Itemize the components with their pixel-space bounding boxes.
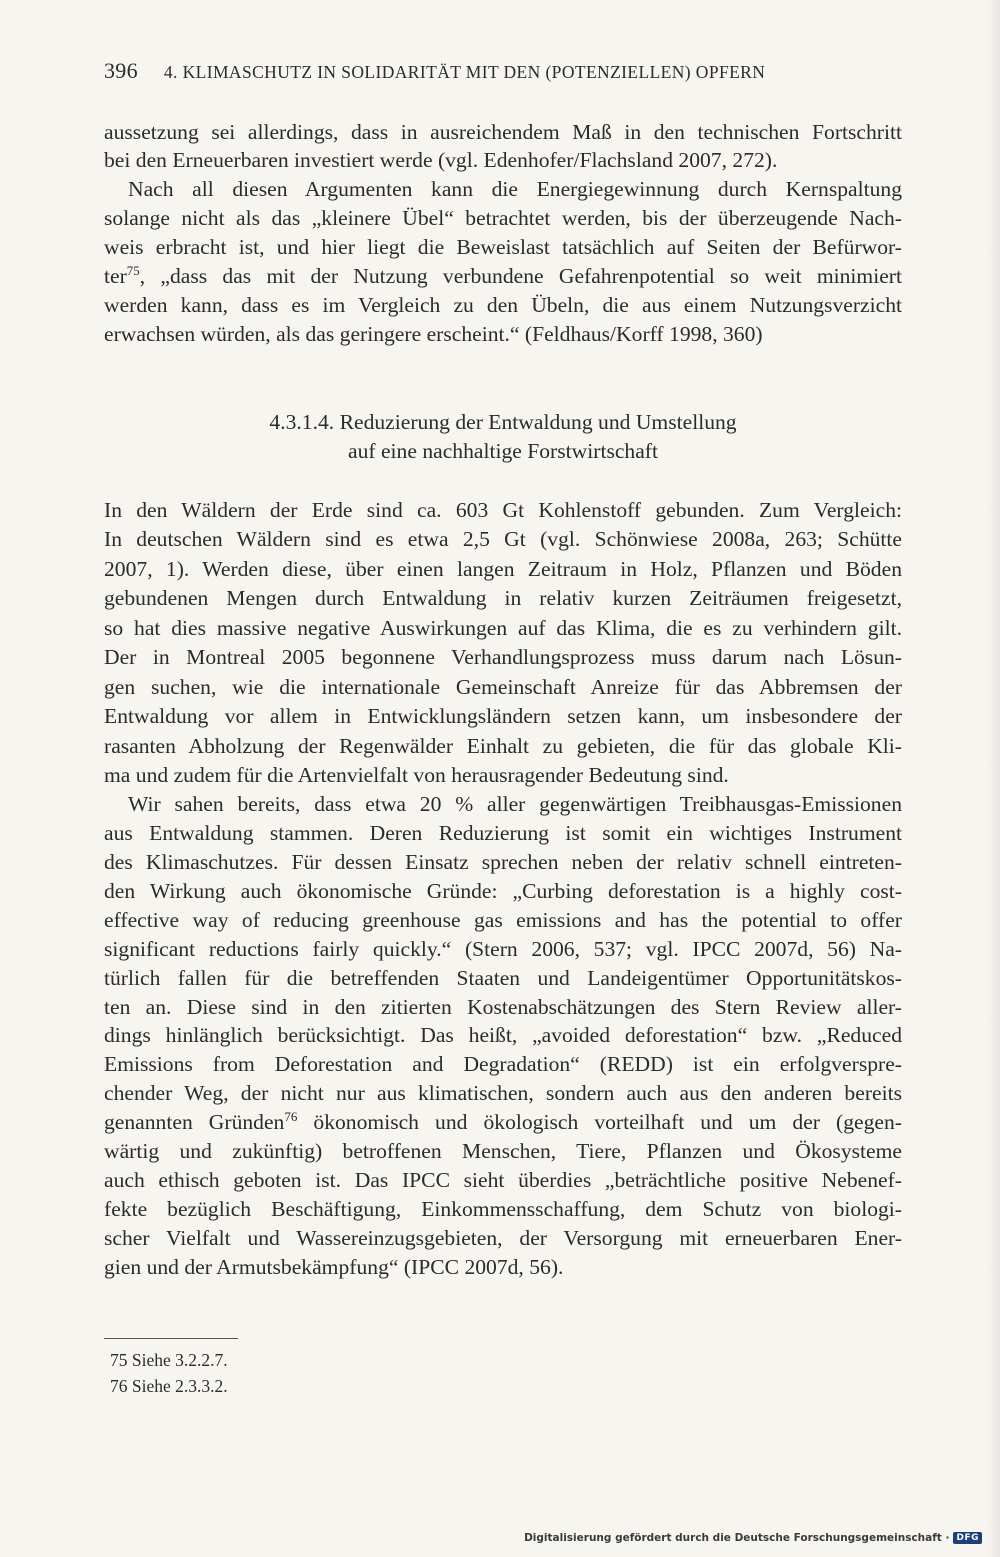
text-line: türlich fallen für die betreffenden Staaten und Landeigentümer Opportunitätskos- [104, 966, 902, 990]
text-line: aus Entwaldung stammen. Deren Reduzierung ist somit ein wichtiges Instrument [104, 821, 902, 845]
text-line: gen suchen, wie die internationale Gemeinschaft Anreize für das Abbremsen der [104, 675, 902, 699]
text-line: ma und zudem für die Artenvielfalt von herausragender Bedeutung sind. [104, 763, 729, 787]
text-line-with-footnote [104, 1108, 902, 1136]
text-line: ten an. Diese sind in den zitierten Kostenabschätzungen des Stern Review aller- [104, 995, 902, 1019]
text-line: In deutschen Wäldern sind es etwa 2,5 Gt (vgl. Schönwiese 2008a, 263; Schütte [104, 527, 902, 551]
text-line: weis erbracht ist, und hier liegt die Beweislast tatsächlich auf Seiten der Befürwor- [104, 235, 902, 259]
text-line: wärtig und zukünftig) betroffenen Menschen, Tiere, Pflanzen und Ökosysteme [104, 1139, 902, 1163]
text-line: significant reductions fairly quickly.“ (Stern 2006, 537; vgl. IPCC 2007d, 56) Na- [104, 937, 902, 961]
text-line: 2007, 1). Werden diese, über einen langen Zeitraum in Holz, Pflanzen und Böden [104, 557, 902, 581]
footnote-ref-76[interactable]: 76 [284, 1109, 298, 1124]
text-segment: ter [104, 264, 127, 288]
text-line: gebundenen Mengen durch Entwaldung in relativ kurzen Zeiträumen freigesetzt, [104, 586, 902, 610]
text-line: werden kann, dass es im Vergleich zu den Übeln, die aus einem Nutzungsverzicht [104, 293, 902, 317]
footnote-76: 76 Siehe 2.3.3.2. [110, 1376, 228, 1396]
text-line: Emissions from Deforestation and Degradation“ (REDD) ist ein erfolgverspre- [104, 1052, 902, 1076]
text-line: Der in Montreal 2005 begonnene Verhandlungsprozess muss darum nach Lösun- [104, 645, 902, 669]
text-line: aussetzung sei allerdings, dass in ausreichendem Maß in den technischen Fortschritt [104, 120, 902, 144]
text-line: solange nicht als das „kleinere Übel“ betrachtet werden, bis der überzeugende Nach- [104, 206, 902, 230]
text-line: fekte bezüglich Beschäftigung, Einkommensschaffung, dem Schutz von biologi- [104, 1197, 902, 1221]
text-line: scher Vielfalt und Wassereinzugsgebieten, der Versorgung mit erneuerbaren Ener- [104, 1226, 902, 1250]
page-edge-shadow [986, 0, 1000, 1557]
text-line: dings hinlänglich berücksichtigt. Das heißt, „avoided deforestation“ bzw. „Reduced [104, 1023, 902, 1047]
text-line: Nach all diesen Argumenten kann die Energiegewinnung durch Kernspaltung [128, 177, 902, 201]
footnote-rule [104, 1338, 238, 1339]
digitization-note [524, 1529, 982, 1547]
running-header [104, 58, 904, 92]
text-segment: ökonomisch und ökologisch vorteilhaft und um der (gegen- [297, 1110, 902, 1134]
text-line: bei den Erneuerbaren investiert werde (vgl. Edenhofer/Flachsland 2007, 272). [104, 148, 778, 172]
text-line-with-footnote [104, 262, 902, 290]
text-line: erwachsen würden, als das geringere erscheint.“ (Feldhaus/Korff 1998, 360) [104, 322, 763, 346]
footnote-75: 75 Siehe 3.2.2.7. [110, 1350, 228, 1370]
text-line: In den Wäldern der Erde sind ca. 603 Gt Kohlenstoff gebunden. Zum Vergleich: [104, 498, 902, 522]
text-line: Entwaldung vor allem in Entwicklungsländern setzen kann, um insbesondere der [104, 704, 902, 728]
section-heading-line: auf eine nachhaltige Forstwirtschaft [348, 439, 658, 463]
running-title: 4. KLIMASCHUTZ IN SOLIDARITÄT MIT DEN (POTENZIELLEN) OPFERN [163, 62, 766, 82]
section-heading-line: 4.3.1.4. Reduzierung der Entwaldung und Umstellung [269, 410, 737, 434]
text-line: auch ethisch geboten ist. Das IPCC sieht überdies „beträchtliche positive Nebenef- [104, 1168, 902, 1192]
text-line: den Wirkung auch ökonomische Gründe: „Curbing deforestation is a highly cost- [104, 879, 902, 903]
text-line: effective way of reducing greenhouse gas emissions and has the potential to offer [104, 908, 902, 932]
text-line: des Klimaschutzes. Für dessen Einsatz sprechen neben der relativ schnell eintreten- [104, 850, 902, 874]
text-line: chender Weg, der nicht nur aus klimatischen, sondern auch aus den anderen bereits [104, 1081, 902, 1105]
text-segment: , „dass das mit der Nutzung verbundene Gefahrenpotential so weit minimiert [139, 264, 902, 288]
text-segment: genannten Gründen [104, 1110, 285, 1134]
footnote-ref-75[interactable]: 75 [126, 263, 140, 278]
digitization-text: Digitalisierung gefördert durch die Deutsche Forschungsgemeinschaft · [524, 1532, 950, 1544]
dfg-logo: DFG [953, 1532, 982, 1544]
text-line: Wir sahen bereits, dass etwa 20 % aller gegenwärtigen Treibhausgas-Emissionen [128, 792, 902, 816]
page-number: 396 [104, 58, 138, 83]
text-line: rasanten Abholzung der Regenwälder Einhalt zu gebieten, die für das globale Kli- [104, 734, 902, 758]
text-line: gien und der Armutsbekämpfung“ (IPCC 2007d, 56). [104, 1255, 564, 1279]
text-line: so hat dies massive negative Auswirkungen auf das Klima, die es zu verhindern gilt. [104, 616, 902, 640]
